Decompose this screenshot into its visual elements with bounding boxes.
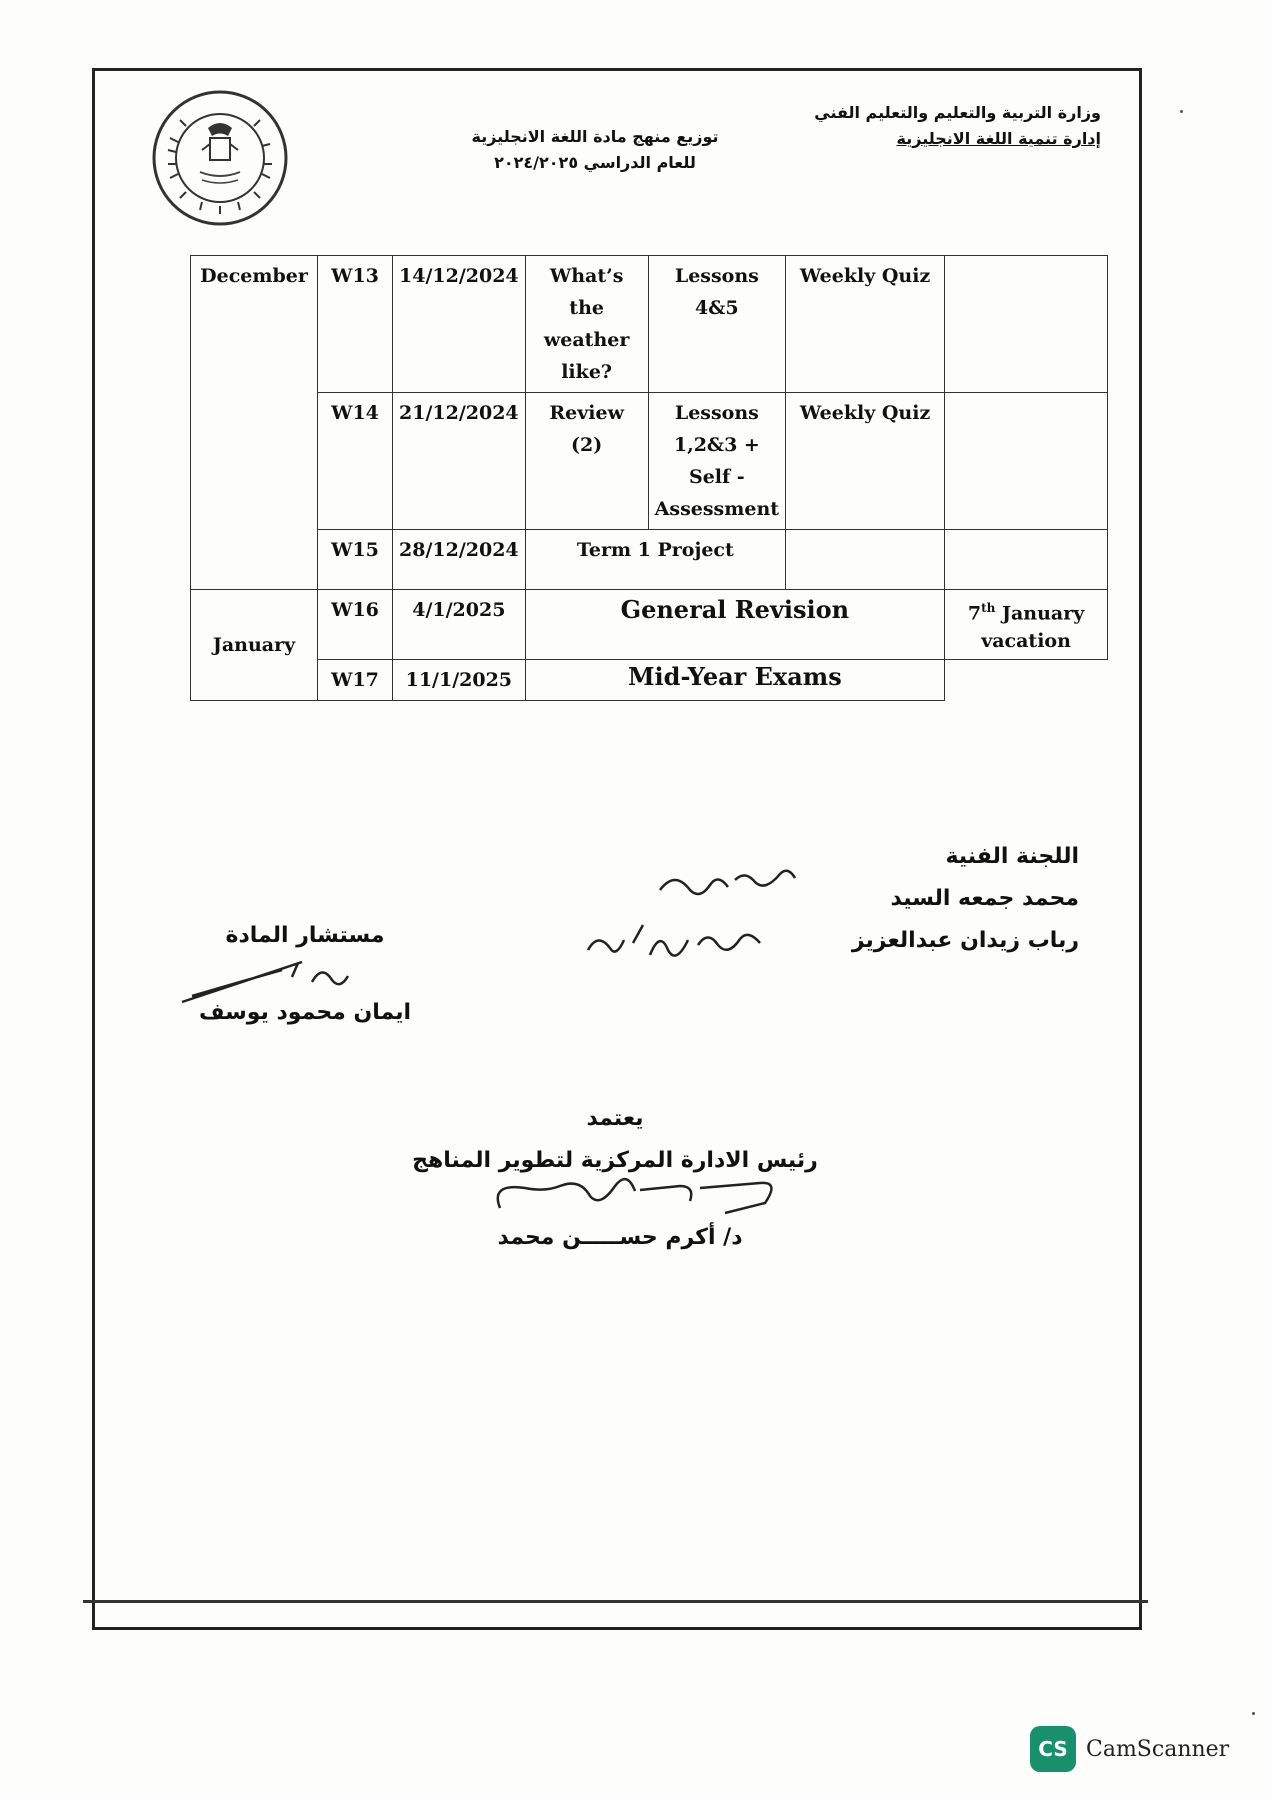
ministry-header	[814, 100, 1101, 152]
week-cell: W14	[318, 393, 393, 530]
holiday-note-line2: vacation	[981, 630, 1071, 653]
table-row	[191, 530, 1108, 590]
lessons-line: Self -	[688, 466, 745, 488]
topic-cell	[525, 256, 648, 393]
camscanner-watermark	[1030, 1726, 1229, 1772]
note-cell	[945, 393, 1108, 530]
table-row	[191, 256, 1108, 393]
week-cell: W13	[318, 256, 393, 393]
week-cell: W16	[318, 590, 393, 660]
revision-cell: General Revision	[525, 590, 944, 660]
topic-line: the	[569, 297, 604, 319]
title-line-1: توزيع منهج مادة اللغة الانجليزية	[471, 127, 719, 146]
note-number: 7	[967, 602, 982, 625]
month-label: January	[212, 634, 296, 657]
camscanner-logo: CS	[1030, 1726, 1076, 1772]
table-row	[191, 660, 1108, 701]
assessment-cell: Weekly Quiz	[786, 256, 945, 393]
note-cell	[945, 590, 1108, 660]
lessons-line: Lessons	[674, 265, 759, 287]
table-row	[191, 393, 1108, 530]
lessons-cell	[648, 393, 785, 530]
week-cell: W17	[318, 660, 393, 701]
date-cell: 28/12/2024	[393, 530, 526, 590]
lessons-line: 4&5	[695, 297, 739, 319]
month-january	[191, 590, 318, 701]
advisor-name: ايمان محمود يوسف	[198, 1000, 412, 1025]
topic-line: (2)	[571, 434, 603, 456]
month-december: December	[191, 256, 318, 590]
note-suffix: th	[981, 601, 996, 615]
lessons-line: 1,2&3 +	[673, 434, 760, 456]
note-cell	[945, 660, 1108, 701]
camscanner-brand: CamScanner	[1086, 1736, 1230, 1762]
date-cell: 11/1/2025	[393, 660, 526, 701]
approval-role: رئيس الادارة المركزية لتطوير المناهج	[412, 1148, 818, 1173]
curriculum-table	[190, 255, 1108, 701]
lessons-line: Assessment	[654, 498, 780, 520]
assessment-cell	[786, 530, 945, 590]
note-cell	[945, 256, 1108, 393]
scan-speck	[1180, 110, 1183, 113]
topic-line: like?	[561, 361, 613, 383]
holiday-note	[951, 594, 1101, 627]
lessons-cell	[648, 256, 785, 393]
committee-title: اللجنة الفنية	[945, 844, 1079, 869]
project-cell: Term 1 Project	[525, 530, 785, 590]
date-cell: 4/1/2025	[393, 590, 526, 660]
table-row	[191, 590, 1108, 660]
signature-2-icon	[578, 915, 788, 970]
approval-label: يعتمد	[586, 1106, 644, 1131]
title-line-2: للعام الدراسي ٢٠٢٤/٢٠٢٥	[494, 153, 696, 172]
ministry-seal-icon	[150, 88, 290, 228]
note-cell	[945, 530, 1108, 590]
ministry-name: وزارة التربية والتعليم والتعليم الفني	[814, 103, 1101, 122]
approval-name: د/ أكرم حســـــن محمد	[497, 1225, 743, 1250]
topic-line: weather	[543, 329, 630, 351]
exams-cell: Mid-Year Exams	[525, 660, 944, 701]
advisor-block	[200, 916, 410, 956]
note-month: January	[995, 602, 1085, 625]
topic-line: Review	[549, 402, 624, 424]
topic-line: What’s	[549, 265, 624, 287]
document-title	[430, 124, 760, 176]
lessons-line: Lessons	[674, 402, 759, 424]
signature-4-icon	[470, 1168, 800, 1228]
scan-speck	[1252, 1712, 1255, 1715]
signature-1-icon	[650, 860, 810, 910]
department-name: إدارة تنمية اللغة الانجليزية	[896, 129, 1101, 148]
assessment-cell: Weekly Quiz	[786, 393, 945, 530]
committee-member-2: رباب زيدان عبدالعزيز	[851, 928, 1079, 953]
date-cell: 21/12/2024	[393, 393, 526, 530]
date-cell: 14/12/2024	[393, 256, 526, 393]
bottom-rule	[83, 1600, 1148, 1603]
committee-member-1: محمد جمعه السيد	[890, 886, 1079, 911]
topic-cell	[525, 393, 648, 530]
week-cell: W15	[318, 530, 393, 590]
advisor-title: مستشار المادة	[225, 923, 385, 948]
